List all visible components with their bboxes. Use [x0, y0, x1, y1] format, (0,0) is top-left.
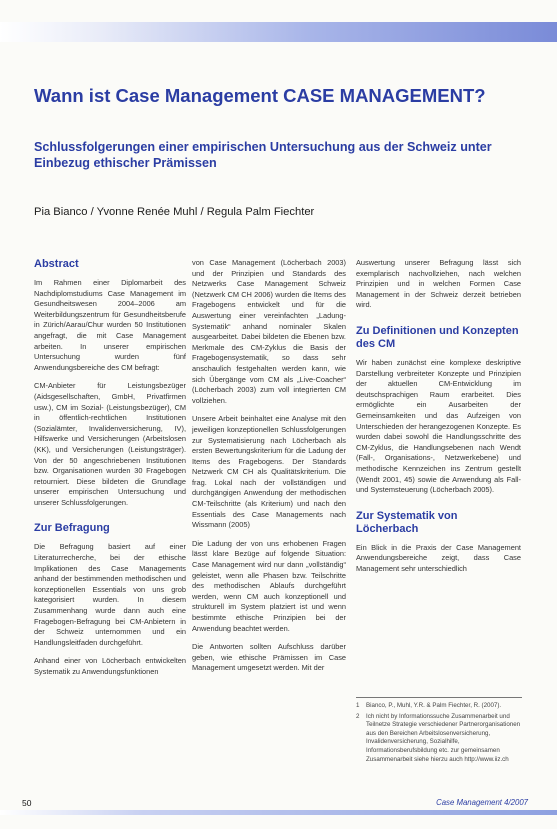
article-authors: Pia Bianco / Yvonne Renée Muhl / Regula Palm Fiechter: [34, 206, 315, 218]
definitionen-heading: Zu Definitionen und Konzepten des CM: [356, 324, 519, 350]
footer-color-bar: [0, 810, 557, 815]
page-number: 50: [22, 798, 32, 808]
definitionen-paragraph: Wir haben zunächst eine komplexe deskriptive Darstellung verbreiteter Konzepte und Prinzipien der aktuellen CM-Entwicklung im deutschsprachigen Raum erarbeitet. Dies ermöglichte ein Ausarbeiten der Gemeinsamkeiten und das Aufzeigen von Unterschieden der herangezogenen Konzepte. Es wurden dabei sowohl die Handlungsschritte des CM-Zyklus, die Handlungsebenen nach Wendt (Fall-, Organisations-, Netzwerkebene) und methodische Kennzeichen ins Zentrum gestellt (Wendt 2001, 45) sowie die Anwendung als Fall- und Systemsteuerung (Löcherbach 2005).: [356, 357, 521, 495]
column-2-paragraph-4: Die Antworten sollten Aufschluss darüber geben, wie ethische Prämissen im Case Management umgesetzt werden. Mit der: [192, 642, 346, 673]
footnote-item: [356, 713, 522, 765]
article-title: Wann ist Case Management CASE MANAGEMENT?: [34, 85, 486, 106]
article-subtitle: Schlussfolgerungen einer empirischen Untersuchung aus der Schweiz unter Einbezug ethischer Prämissen: [34, 140, 492, 170]
journal-name: Case Management 4/2007: [436, 798, 528, 807]
footnote-text: Ich nicht by Informationssuche Zusammenarbeit und Teilnetze Strategie verschiedener Partnerorganisationen aus den Bereichen Arbeitslosenversicherung, Invalidenversicherung, Sozialhilfe, Informationsberufsbildung etc. zur gemeinsamen Zusammenarbeit siehe hierzu auch http://www.iiz.ch: [366, 712, 521, 763]
header-color-bar: [0, 22, 557, 42]
footnote-item: [356, 702, 522, 711]
befragung-heading: Zur Befragung: [34, 522, 110, 535]
abstract-paragraph-2: CM-Anbieter für Leistungsbezüger (Aidsgesellschaften, GmbH, Privatfirmen usw.), CM im Sozial- (Leistungsbezüger), CM in öffentlich-rechtlichen Institutionen (Sozialämter, Invalidenversicherung, IV), Hilfswerke und Versicherungen (Arbeitslosen (KK), und Versicherungen (Leistungsträger). Von der 50 angeschriebenen Institutionen bzw. Organisationen wurden 30 Fragebogen retourniert. Diese bildeten die Grundlage unserer empirischen Untersuchung und unserer Schlussfolgerungen.: [34, 381, 186, 507]
column-3-paragraph-1: Auswertung unserer Befragung lässt sich exemplarisch nachvollziehen, nach welchen Prinzipien und in welchen Formen Case Management in der Schweiz derzeit betrieben wird.: [356, 258, 521, 310]
footnote-number: 2: [356, 712, 360, 720]
column-3: [356, 258, 521, 582]
column-2-paragraph-2: Unsere Arbeit beinhaltet eine Analyse mit den jeweiligen konzeptionellen Schlussfolgerungen zur Systematisierung nach Löcherbach als ersten Bewertungskriterium für die Ladung der Items des Fragebogens. Der Standards Netzwerk CM CH als Qualitätskriterium. Die frag. Lokal nach der vollständigen und durchgängigen Anwendung der methodischen CM-Teilschritte (als Kriterium) und nach den Essentials des Case Managements nach Wissmann (2005): [192, 414, 346, 530]
abstract-heading: Abstract: [34, 258, 79, 270]
footnote-text: Bianco, P., Muhl, Y.R. & Palm Fiechter, R. (2007).: [366, 702, 502, 709]
column-2-paragraph-1: von Case Management (Löcherbach 2003) und der Prinzipien und Standards des Netzwerks Case Management Schweiz (Netzwerk CM CH 2006) wurden die Items des Fragebogens entwickelt und für die Auswertung einer vereinfachten „Ladung-Systematik“ anhand nominaler Skalen ausgearbeitet. Dabei bildeten die Ebenen bzw. Merkmale des CM-Zyklus die Basis der Fragebogensystematik, so dass sehr anschaulich festgehalten werden kann, wie sich Übergänge vom CM als „Live-Coacher“ (Löcherbach 2003) zum voll integrierten CM vollziehen.: [192, 258, 346, 405]
befragung-paragraph-1: Die Befragung basiert auf einer Literaturrecherche, bei der ethische Implikationen des Case Managements anhand der bestimmenden methodischen und konzeptionellen Essentials von uns grob kategorisiert wurden. In diesem Zusammenhang wurde dann auch eine Fragebogen-Befragung bei CM-Anbietern in der Schweiz unternommen und ein Handlungsleitfaden durchgeführt.: [34, 542, 186, 647]
systematik-paragraph: Ein Blick in die Praxis der Case Management Anwendungsbereiche zeigt, dass Case Management sehr unterschiedlich: [356, 542, 521, 573]
footnote-number: 1: [356, 702, 360, 709]
column-2-paragraph-3: Die Ladung der von uns erhobenen Fragen lässt klare Bezüge auf folgende Situation: Case Management wird nur dann „vollständig“ geleistet, wenn alle Phasen bzw. Teilschritte des methodischen Ablaufs durchgeführt werden, wenn CM auch konzeptionell und strukturell im System platziert ist und wenn bestimmte ethische Prinzipien bei der Anwendung beachtet werden.: [192, 538, 346, 633]
befragung-paragraph-2: Anhand einer von Löcherbach entwickelten Systematik zu Anwendungsfunktionen: [34, 656, 186, 676]
footnotes: [356, 697, 522, 766]
column-2: [192, 258, 346, 682]
column-1: [34, 258, 186, 686]
systematik-heading: Zur Systematik von Löcherbach: [356, 509, 458, 535]
abstract-paragraph-1: Im Rahmen einer Diplomarbeit des Nachdiplomstudiums Case Management im Gesundheitswesen 2004–2006 am Weiterbildungszentrum für Gesundheitsberufe in Zürich/Aarau/Chur wurden 50 Institutionen angefragt, die mit Case Management arbeiten. In unserer empirischen Untersuchung wurden fünf Anwendungsbereiche des CM befragt:: [34, 278, 186, 372]
